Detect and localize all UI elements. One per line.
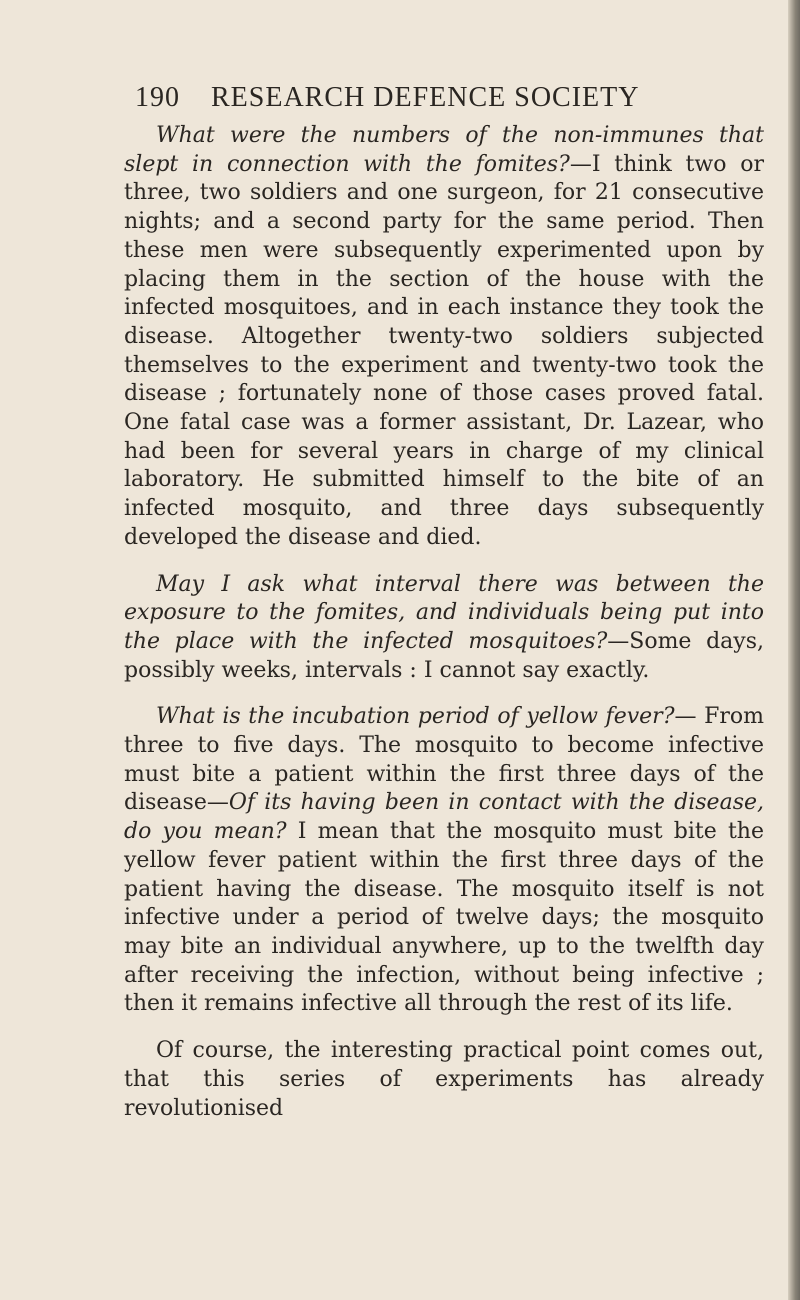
answer-text: —Some days, possibly weeks, intervals : I cannot say exactly. bbox=[124, 628, 765, 683]
question-text: May I ask what interval there was between the exposure to the fomites, and individuals being put into the place with the infected mosquitoes? bbox=[124, 571, 764, 654]
answer-text: I mean that the mosquito must bite the yellow fever patient within the first three days of the patient having the disease. The mosquito itself is not infective under a period of twelve days; the mosquito may bite an individual anywhere, up to the twelfth day after receiving the infection, without being infective ; then it remains infective all through the rest of its life. bbox=[124, 819, 764, 1017]
page-header bbox=[135, 82, 695, 114]
paragraph bbox=[124, 122, 764, 553]
body-text-line: Of course, the interesting practical point comes out, that this series of experiments has already revolutionised bbox=[124, 1038, 764, 1121]
question-text: What were the numbers of the non-immunes that slept in connection with the fomites? bbox=[124, 123, 764, 177]
page-edge-shadow bbox=[788, 0, 800, 1300]
answer-text: —I think two or three, two soldiers and one surgeon, for 21 consecutive nights; and a second party for the same period. Then these men were subsequently experimented upon by placing them in the section of the house with the infected mosquitoes, and in each instance they took the disease. Altogether twenty-two soldiers subjected themselves to the experiment and twenty-two took the disease ; fortunately none of those cases proved fatal. One fatal case was a former assistant, Dr. Lazear, who had been for several years in charge of my clinical laboratory. He submitted himself to the bite of an infected mosquito, and three days subsequently developed the disease and died. bbox=[124, 151, 764, 550]
question-text-inline: Of its having been in contact with the disease, do you mean? bbox=[124, 790, 764, 845]
page-number: 190 bbox=[135, 82, 180, 113]
running-title: RESEARCH DEFENCE SOCIETY bbox=[211, 82, 640, 113]
question-text: What is the incubation period of yellow fever? bbox=[156, 704, 675, 730]
paragraph bbox=[124, 703, 764, 1019]
paragraph bbox=[124, 1037, 764, 1123]
body-text bbox=[124, 122, 764, 1141]
paragraph bbox=[124, 571, 764, 686]
answer-text: — From three to five days. The mosquito to become infective must bite a patient within the first three days of the disease— bbox=[124, 704, 764, 816]
